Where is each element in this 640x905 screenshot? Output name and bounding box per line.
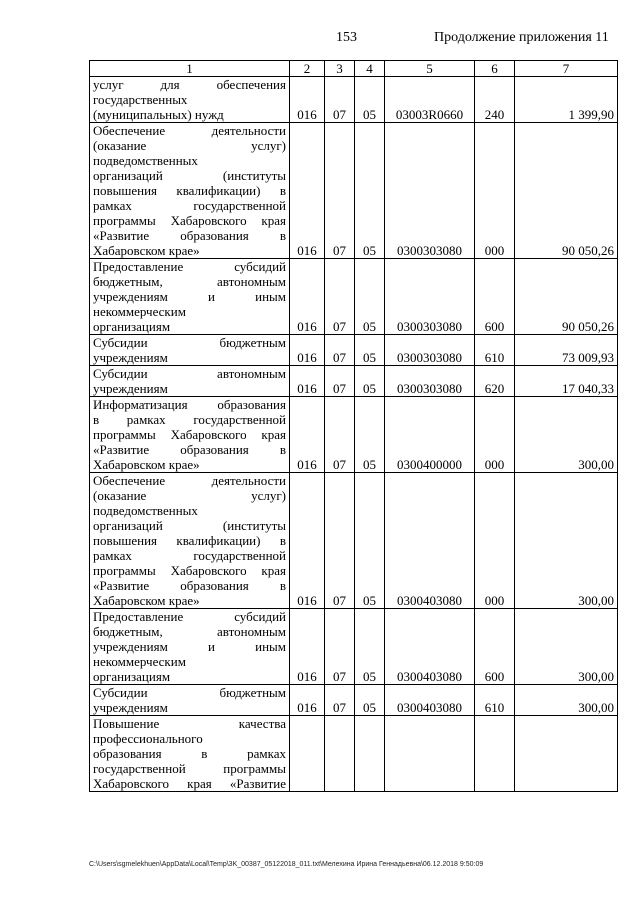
column-header: 6 (475, 61, 515, 77)
code-expense-type: 600 (475, 609, 515, 685)
code-section: 07 (325, 259, 355, 335)
table-row (90, 716, 618, 792)
amount: 17 040,33 (515, 366, 618, 397)
code-expense-type: 240 (475, 77, 515, 123)
amount: 300,00 (515, 473, 618, 609)
code-section: 07 (325, 685, 355, 716)
row-description (90, 366, 290, 397)
description-line: учреждениям и иным (93, 289, 286, 304)
column-header: 2 (290, 61, 325, 77)
code-section: 07 (325, 366, 355, 397)
code-subsection: 05 (355, 609, 385, 685)
row-description (90, 335, 290, 366)
row-description (90, 77, 290, 123)
budget-table (89, 60, 618, 792)
description-line: Субсидии автономным (93, 366, 286, 381)
code-expense-type: 610 (475, 335, 515, 366)
column-header: 7 (515, 61, 618, 77)
code-grbs: 016 (290, 259, 325, 335)
amount (515, 716, 618, 792)
code-subsection: 05 (355, 259, 385, 335)
table-row (90, 473, 618, 609)
description-line: некоммерческим (93, 304, 186, 319)
description-line: организаций (институты (93, 168, 286, 183)
description-line: Субсидии бюджетным (93, 685, 286, 700)
description-line: Хабаровского края «Развитие (93, 776, 286, 791)
code-target-article: 0300403080 (385, 685, 475, 716)
amount: 300,00 (515, 685, 618, 716)
table-row (90, 335, 618, 366)
row-description (90, 716, 290, 792)
description-line: бюджетным, автономным (93, 624, 286, 639)
code-grbs: 016 (290, 77, 325, 123)
table-row (90, 77, 618, 123)
code-target-article: 0300303080 (385, 335, 475, 366)
table-row (90, 123, 618, 259)
amount: 90 050,26 (515, 123, 618, 259)
code-target-article: 0300303080 (385, 123, 475, 259)
description-line: подведомственных (93, 503, 198, 518)
code-grbs: 016 (290, 685, 325, 716)
code-section: 07 (325, 77, 355, 123)
code-expense-type: 610 (475, 685, 515, 716)
table-row (90, 397, 618, 473)
description-line: Информатизация образования (93, 397, 286, 412)
code-target-article: 0300403080 (385, 609, 475, 685)
code-section: 07 (325, 335, 355, 366)
amount: 300,00 (515, 397, 618, 473)
code-subsection (355, 716, 385, 792)
file-path-footer: C:\Users\sgmelekhuen\AppData\Local\Temp\3K_00387_05122018_011.txt\Мелехина Ирина Геннадьевна\06.12.2018 9:50:09 (89, 861, 484, 868)
code-grbs: 016 (290, 609, 325, 685)
description-line: Предоставление субсидий (93, 609, 286, 624)
row-description (90, 123, 290, 259)
amount: 73 009,93 (515, 335, 618, 366)
description-line: (муниципальных) нужд (93, 107, 224, 122)
description-line: организациям (93, 669, 171, 684)
code-grbs: 016 (290, 397, 325, 473)
description-line: рамках государственной (93, 198, 286, 213)
code-expense-type: 620 (475, 366, 515, 397)
description-line: профессионального (93, 731, 203, 746)
description-line: Повышение качества (93, 716, 286, 731)
code-section: 07 (325, 123, 355, 259)
code-target-article: 0300403080 (385, 473, 475, 609)
description-line: Хабаровском крае» (93, 593, 200, 608)
code-grbs: 016 (290, 335, 325, 366)
column-header: 4 (355, 61, 385, 77)
code-expense-type (475, 716, 515, 792)
row-description (90, 609, 290, 685)
column-header: 5 (385, 61, 475, 77)
description-line: Субсидии бюджетным (93, 335, 286, 350)
description-line: учреждениям (93, 381, 168, 396)
description-line: повышения квалификации) в (93, 183, 286, 198)
code-expense-type: 600 (475, 259, 515, 335)
description-line: «Развитие образования в (93, 578, 286, 593)
row-description (90, 259, 290, 335)
appendix-continuation-header: Продолжение приложения 11 (434, 30, 609, 45)
amount: 300,00 (515, 609, 618, 685)
code-target-article: 0300303080 (385, 259, 475, 335)
row-description (90, 685, 290, 716)
code-target-article (385, 716, 475, 792)
code-grbs: 016 (290, 473, 325, 609)
table-body (90, 61, 618, 792)
row-description (90, 473, 290, 609)
page-number: 153 (336, 30, 357, 45)
code-section: 07 (325, 473, 355, 609)
description-line: Хабаровском крае» (93, 243, 200, 258)
code-expense-type: 000 (475, 123, 515, 259)
code-grbs (290, 716, 325, 792)
table-row (90, 259, 618, 335)
code-subsection: 05 (355, 77, 385, 123)
code-subsection: 05 (355, 473, 385, 609)
description-line: (оказание услуг) (93, 488, 286, 503)
code-subsection: 05 (355, 123, 385, 259)
description-line: повышения квалификации) в (93, 533, 286, 548)
description-line: в рамках государственной (93, 412, 286, 427)
description-line: услуг для обеспечения (93, 77, 286, 92)
description-line: рамках государственной (93, 548, 286, 563)
amount: 90 050,26 (515, 259, 618, 335)
description-line: Предоставление субсидий (93, 259, 286, 274)
column-header: 1 (90, 61, 290, 77)
code-subsection: 05 (355, 397, 385, 473)
column-header: 3 (325, 61, 355, 77)
table-row (90, 685, 618, 716)
description-line: «Развитие образования в (93, 228, 286, 243)
row-description (90, 397, 290, 473)
description-line: (оказание услуг) (93, 138, 286, 153)
code-target-article: 0300303080 (385, 366, 475, 397)
code-subsection: 05 (355, 366, 385, 397)
description-line: государственной программы (93, 761, 286, 776)
code-expense-type: 000 (475, 397, 515, 473)
code-expense-type: 000 (475, 473, 515, 609)
code-section: 07 (325, 397, 355, 473)
code-grbs: 016 (290, 366, 325, 397)
amount: 1 399,90 (515, 77, 618, 123)
description-line: «Развитие образования в (93, 442, 286, 457)
description-line: Обеспечение деятельности (93, 123, 286, 138)
code-grbs: 016 (290, 123, 325, 259)
table-row (90, 366, 618, 397)
description-line: программы Хабаровского края (93, 427, 286, 442)
description-line: программы Хабаровского края (93, 213, 286, 228)
description-line: учреждениям (93, 350, 168, 365)
description-line: Хабаровском крае» (93, 457, 200, 472)
description-line: подведомственных (93, 153, 198, 168)
code-section (325, 716, 355, 792)
description-line: программы Хабаровского края (93, 563, 286, 578)
description-line: образования в рамках (93, 746, 286, 761)
description-line: организаций (институты (93, 518, 286, 533)
description-line: организациям (93, 319, 171, 334)
table-row (90, 609, 618, 685)
description-line: учреждениям и иным (93, 639, 286, 654)
column-number-row (90, 61, 618, 77)
code-subsection: 05 (355, 685, 385, 716)
code-target-article: 03003R0660 (385, 77, 475, 123)
description-line: бюджетным, автономным (93, 274, 286, 289)
code-subsection: 05 (355, 335, 385, 366)
description-line: учреждениям (93, 700, 168, 715)
description-line: государственных (93, 92, 188, 107)
description-line: некоммерческим (93, 654, 186, 669)
code-target-article: 0300400000 (385, 397, 475, 473)
description-line: Обеспечение деятельности (93, 473, 286, 488)
code-section: 07 (325, 609, 355, 685)
